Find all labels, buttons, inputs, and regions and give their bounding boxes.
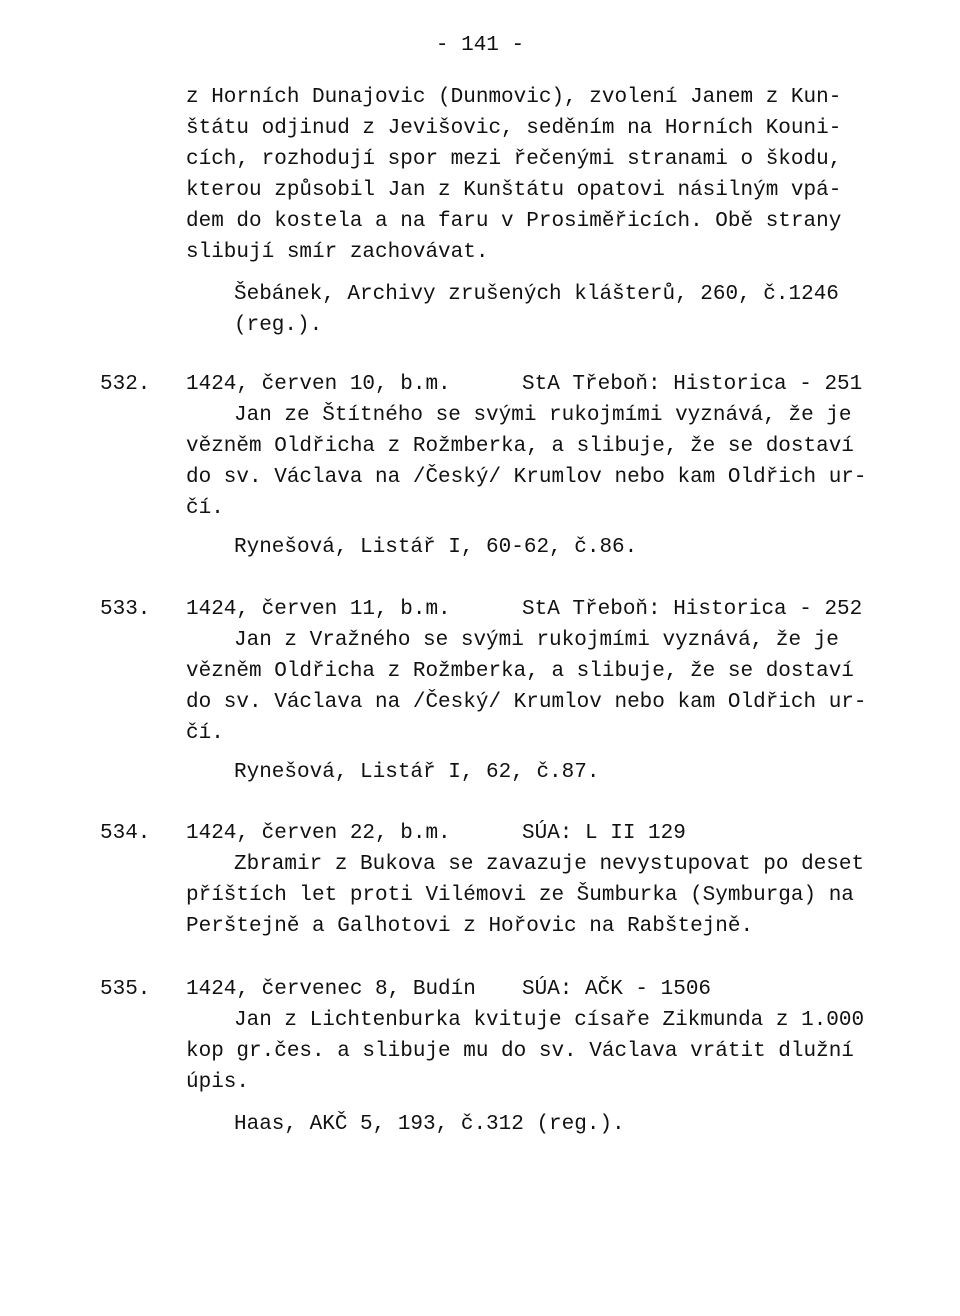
text-line: čí. [186,722,224,745]
text-line: Jan z Lichtenburka kvituje císaře Zikmunda z 1.000 [234,1009,865,1032]
citation-line: (reg.). [234,314,323,337]
text-line: cích, rozhodují spor mezi řečenými stranami o škodu, [186,148,842,171]
text-line: vězněm Oldřicha z Rožmberka, a slibuje, že se dostaví [186,660,854,683]
text-line: Jan z Vražného se svými rukojmími vyznává, že je [234,629,839,652]
entry-citation: Rynešová, Listář I, 60-62, č.86. [234,536,638,559]
entry-archive: SÚA: L II 129 [522,822,686,845]
page-number: - 141 - [435,34,525,57]
text-line: Perštejně a Galhotovi z Hořovic na Rabštejně. [186,915,754,938]
text-line: kterou způsobil Jan z Kunštátu opatovi násilným vpá- [186,179,842,202]
text-line: Jan ze Štítného se svými rukojmími vyznává, že je [234,404,852,427]
text-line: vězněm Oldřicha z Rožmberka, a slibuje, že se dostaví [186,435,854,458]
text-line: z Horních Dunajovic (Dunmovic), zvolení Janem z Kun- [186,86,842,109]
text-line: úpis. [186,1071,250,1094]
entry-citation: Rynešová, Listář I, 62, č.87. [234,761,600,784]
entry-number: 533. [100,598,151,621]
text-line: do sv. Václava na /Český/ Krumlov nebo kam Oldřich ur- [186,691,867,714]
entry-archive: SÚA: AČK - 1506 [522,978,712,1001]
entry-date: 1424, červen 11, b.m. [186,598,451,621]
entry-archive: StA Třeboň: Historica - 252 [522,598,863,621]
entry-number: 535. [100,978,151,1001]
text-line: dem do kostela a na faru v Prosiměřicích. Obě strany [186,210,842,233]
text-line: štátu odjinud z Jevišovic, seděním na Horních Kouni- [186,117,842,140]
text-line: příštích let proti Vilémovi ze Šumburka (Symburga) na [186,884,854,907]
entry-date: 1424, červen 22, b.m. [186,822,451,845]
entry-number: 532. [100,373,151,396]
text-line: Zbramir z Bukova se zavazuje nevystupovat po deset [234,853,865,876]
entry-number: 534. [100,822,151,845]
entry-archive: StA Třeboň: Historica - 251 [522,373,863,396]
text-line: kop gr.čes. a slibuje mu do sv. Václava vrátit dlužní [186,1040,854,1063]
citation-line: Šebánek, Archivy zrušených klášterů, 260, č.1246 [234,283,839,306]
text-line: slibují smír zachovávat. [186,241,489,264]
text-line: čí. [186,497,224,520]
entry-citation: Haas, AKČ 5, 193, č.312 (reg.). [234,1113,625,1136]
text-line: do sv. Václava na /Český/ Krumlov nebo kam Oldřich ur- [186,466,867,489]
entry-date: 1424, červenec 8, Budín [186,978,476,1001]
entry-date: 1424, červen 10, b.m. [186,373,451,396]
